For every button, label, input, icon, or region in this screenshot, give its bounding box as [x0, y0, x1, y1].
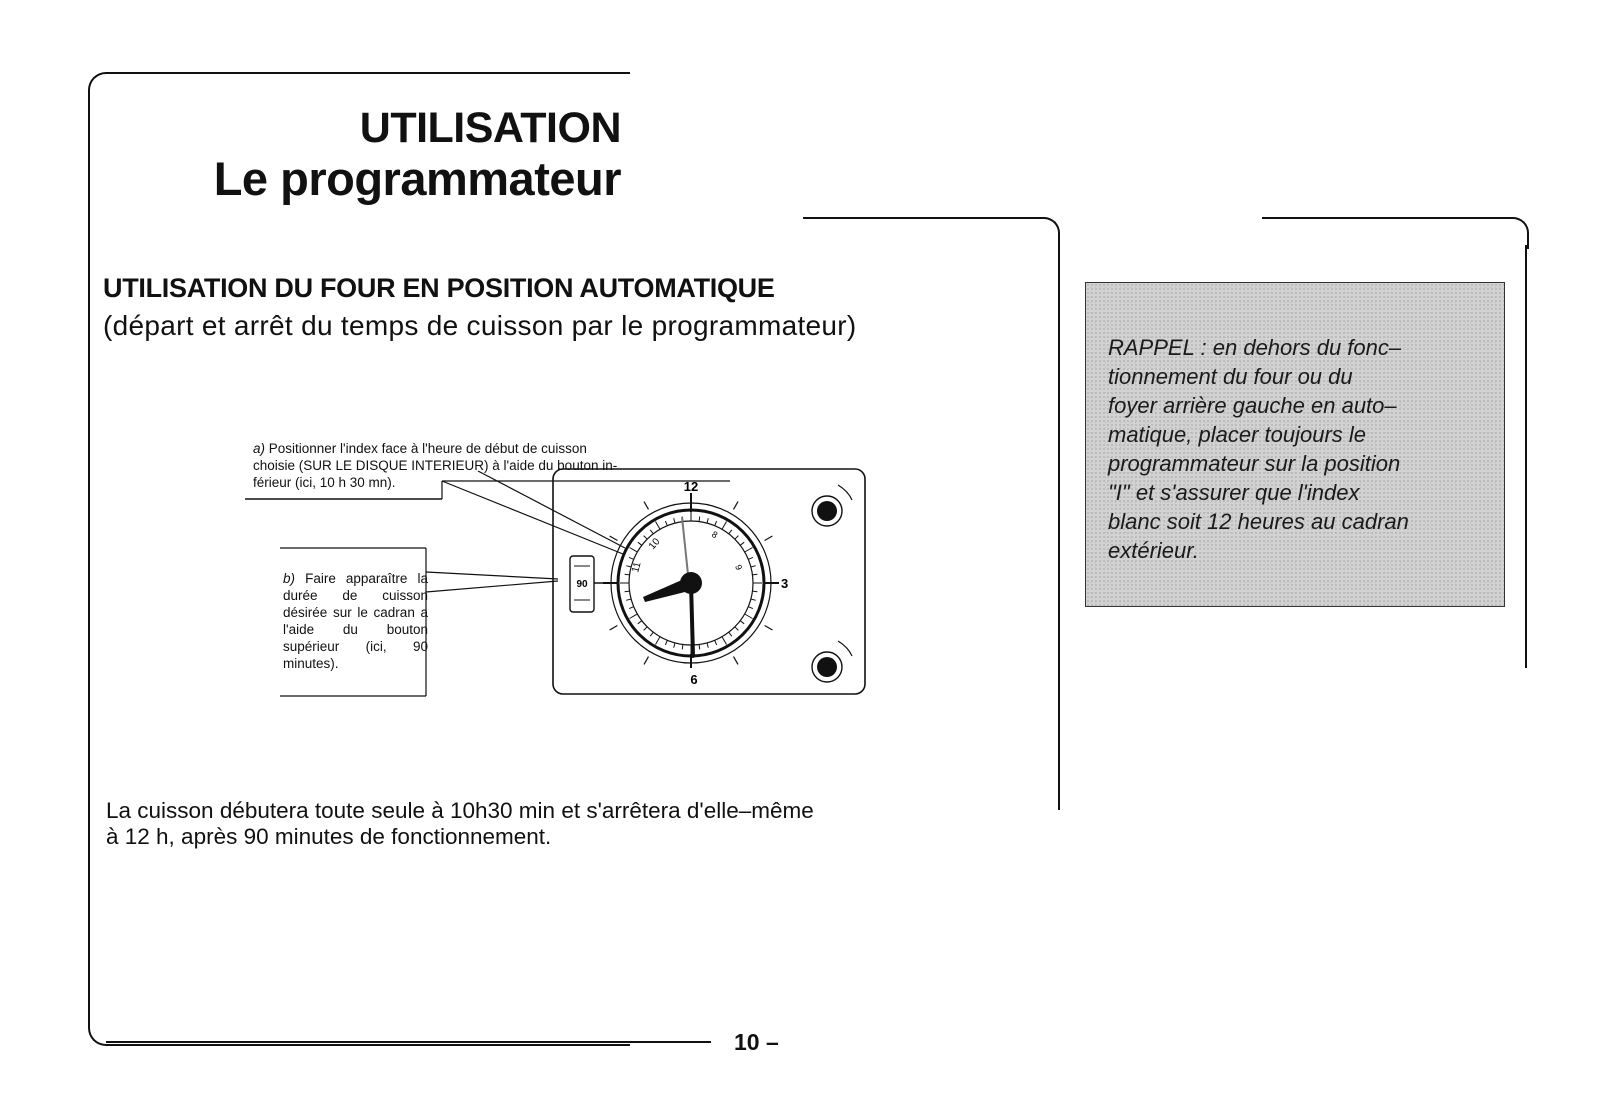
page-number: 10 – — [734, 1029, 779, 1055]
page-frame-right-corner — [1262, 217, 1529, 249]
dial-tick — [745, 614, 753, 619]
dial-tick — [630, 614, 638, 619]
duration-value: 90 — [576, 579, 588, 590]
page-frame-bottom-line — [106, 1041, 711, 1043]
rappel-text — [1108, 333, 1493, 565]
page-title: UTILISATION — [359, 104, 621, 152]
inner-number-11: 11 — [630, 560, 644, 574]
dial-tick — [638, 542, 642, 545]
dial-tick — [656, 522, 661, 530]
rappel-box — [1085, 282, 1505, 607]
rappel-line6: "I" et s'assurer que l'index — [1108, 480, 1360, 505]
dial-tick — [751, 566, 756, 567]
dial-tick — [625, 591, 630, 592]
callout-a-line1: Positionner l'index face à l'heure de début de cuisson — [265, 441, 587, 456]
dial-tick — [735, 536, 739, 540]
rappel-line1: RAPPEL : en dehors du fonc– — [1108, 335, 1402, 360]
dial-label-3: 3 — [781, 576, 789, 591]
hour-tick — [610, 536, 618, 541]
page-frame-right-line — [1525, 245, 1527, 668]
hour-tick — [765, 626, 773, 631]
dial-label-6: 6 — [690, 672, 698, 687]
hour-tick — [734, 657, 739, 665]
dial-tick — [748, 557, 753, 559]
hour-tick — [765, 536, 773, 541]
dial-tick — [715, 640, 717, 645]
dial-tick — [650, 632, 653, 636]
dial-label-12: 12 — [683, 479, 699, 494]
rappel-line3: foyer arrière gauche en auto– — [1108, 393, 1397, 418]
dial-tick — [751, 599, 756, 600]
page-frame-middle-corner — [803, 217, 1060, 249]
dial-tick — [626, 599, 631, 600]
callout-a-marker: a) — [253, 441, 266, 456]
callout-b — [283, 570, 428, 672]
dial-tick — [656, 637, 661, 645]
dial-tick — [753, 591, 758, 592]
dial-tick — [644, 627, 648, 631]
dial-tick — [638, 621, 642, 624]
dial-tick — [629, 607, 634, 609]
dial-tick — [650, 530, 653, 534]
dial-tick — [729, 632, 732, 636]
callout-a-line2: choisie (SUR LE DISQUE INTERIEUR) à l'aide du bouton in- — [253, 458, 618, 473]
dial-tick — [707, 643, 708, 648]
programmer-housing — [553, 469, 865, 694]
rappel-line8: extérieur. — [1108, 538, 1199, 563]
dial-tick — [729, 530, 732, 534]
section-heading: UTILISATION DU FOUR EN POSITION AUTOMATIQUE — [103, 273, 775, 303]
dial-tick — [699, 517, 700, 522]
dial-tick — [753, 574, 758, 575]
dial-tick — [674, 518, 675, 523]
body-line1: La cuisson débutera toute seule à 10h30 min et s'arrêtera d'elle–même — [106, 798, 814, 823]
callout-a-line3: férieur (ici, 10 h 30 mn). — [253, 475, 396, 490]
dial-tick — [674, 643, 675, 648]
hour-tick — [734, 502, 739, 510]
dial-tick — [707, 518, 708, 523]
dial-tick — [735, 627, 739, 631]
dial-tick — [740, 621, 744, 624]
dial-tick — [665, 521, 667, 526]
dial-center — [680, 572, 702, 594]
rappel-line2: tionnement du four ou du — [1108, 364, 1353, 389]
callout-a — [253, 440, 753, 491]
callout-b-marker: b) — [283, 571, 296, 586]
dial-tick — [665, 640, 667, 645]
dial-tick — [699, 645, 700, 650]
page-subtitle: Le programmateur — [213, 152, 621, 205]
dial-tick — [722, 637, 727, 645]
body-paragraph — [106, 798, 1006, 850]
inner-number-9: 9 — [733, 563, 745, 572]
rappel-line7: blanc soit 12 heures au cadran — [1108, 509, 1409, 534]
callout-b-text: Faire apparaître la durée de cuisson désirée sur le cadran a l'aide du bouton supérieur (ici, 90 minutes). — [283, 571, 428, 671]
rappel-line4: matique, placer toujours le — [1108, 422, 1367, 447]
hour-tick — [610, 626, 618, 631]
dial-tick — [745, 548, 753, 553]
hour-tick — [644, 502, 649, 510]
dial-tick — [630, 548, 638, 553]
dial-tick — [625, 574, 630, 575]
inner-number-8: 8 — [710, 529, 720, 541]
dial-tick — [644, 536, 648, 540]
body-line2: à 12 h, après 90 minutes de fonctionnement. — [106, 824, 552, 849]
dial-tick — [748, 607, 753, 609]
rappel-line5: programmateur sur la position — [1108, 451, 1401, 476]
dial-tick — [715, 521, 717, 526]
dial-tick — [740, 542, 744, 545]
hour-tick — [644, 657, 649, 665]
dial-tick — [682, 645, 683, 650]
inner-number-10: 10 — [646, 536, 663, 552]
section-subheading: (départ et arrêt du temps de cuisson par le programmateur) — [103, 310, 857, 341]
page-frame-middle-line — [1058, 245, 1060, 810]
dial-tick — [629, 557, 634, 559]
dial-tick — [722, 522, 727, 530]
